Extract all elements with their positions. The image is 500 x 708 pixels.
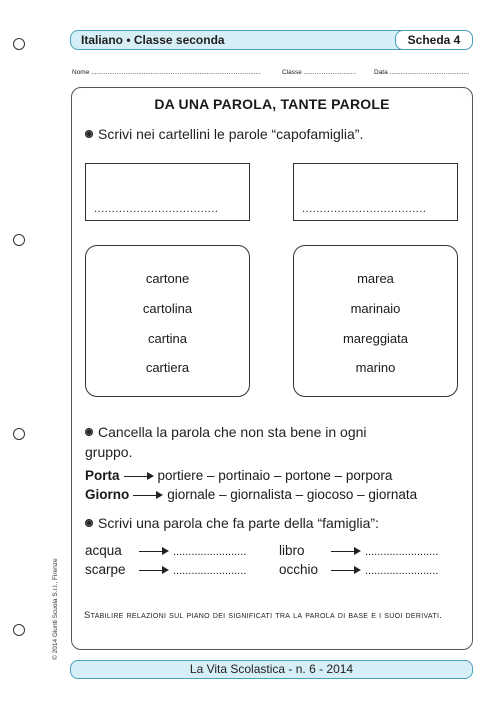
bullet-icon [85, 428, 93, 436]
class-field[interactable]: Classe ............................. [282, 69, 357, 76]
word-group-right [293, 245, 458, 397]
copyright-text: © 2014 Giunti Scuola S.r.l., Firenze [52, 558, 59, 660]
header-bar [70, 30, 473, 50]
footer-bar: La Vita Scolastica - n. 6 - 2014 [70, 660, 473, 679]
worksheet-title: DA UNA PAROLA, TANTE PAROLE [154, 96, 390, 112]
word-item: cartiera [145, 360, 190, 375]
family-word: libro [279, 543, 305, 558]
binder-hole [13, 38, 25, 50]
arrow-right-icon [133, 490, 163, 500]
answer-blank[interactable]: ................................... [302, 203, 427, 215]
family-word: acqua [85, 543, 122, 558]
family-item [279, 543, 438, 558]
arrow-right-icon [331, 565, 361, 575]
word-item: mareggiata [342, 331, 409, 346]
binder-hole [13, 234, 25, 246]
word-item: cartolina [142, 301, 193, 316]
exercise1-instruction [85, 126, 363, 142]
arrow-right-icon [124, 471, 154, 481]
exercise3-instruction [85, 515, 379, 531]
exercise1-instruction-text: Scrivi nei cartellini le parole “capofamiglia”. [98, 126, 364, 142]
label-card-right[interactable] [293, 163, 458, 221]
row-words[interactable]: portiere – portinaio – portone – porpora [157, 468, 393, 483]
row-head: Porta [85, 468, 120, 483]
bullet-icon [85, 519, 93, 527]
word-family-row [85, 487, 417, 502]
answer-blank[interactable]: ................................... [94, 203, 219, 215]
student-info-fields [72, 69, 472, 81]
family-word: scarpe [85, 562, 126, 577]
answer-blank[interactable]: ........................ [365, 546, 439, 558]
family-item [85, 543, 246, 558]
exercise2-instruction [85, 422, 465, 462]
label-card-left[interactable] [85, 163, 250, 221]
sheet-label: Scheda 4 [395, 30, 473, 50]
date-field[interactable]: Data ............................................ [374, 69, 469, 76]
word-item: marinaio [350, 301, 401, 316]
answer-blank[interactable]: ........................ [365, 565, 439, 577]
arrow-right-icon [139, 565, 169, 575]
answer-blank[interactable]: ........................ [173, 546, 247, 558]
exercise2-instruction-line1: Cancella la parola che non sta bene in ogni [98, 424, 367, 440]
family-word: occhio [279, 562, 319, 577]
word-item: marino [355, 360, 396, 375]
word-group-left [85, 245, 250, 397]
word-item: marea [357, 271, 394, 286]
subject-label: Italiano • Classe seconda [81, 33, 225, 47]
binder-hole [13, 428, 25, 440]
answer-blank[interactable]: ........................ [173, 565, 247, 577]
exercise2-instruction-line2: gruppo. [85, 444, 133, 460]
word-family-row [85, 468, 392, 483]
name-field[interactable]: Nome .............................................................................................. [72, 69, 261, 76]
word-item: cartina [147, 331, 188, 346]
teacher-note: Stabilire relazioni sul piano dei significati tra la parola di base e i suoi derivati. [84, 610, 443, 621]
row-words[interactable]: giornale – giornalista – giocoso – giornata [167, 487, 418, 502]
row-head: Giorno [85, 487, 130, 502]
exercise3-instruction-text: Scrivi una parola che fa parte della “famiglia”: [98, 515, 379, 531]
binder-hole [13, 624, 25, 636]
family-item [279, 562, 438, 577]
family-item [85, 562, 246, 577]
arrow-right-icon [139, 546, 169, 556]
bullet-icon [85, 130, 93, 138]
word-item: cartone [145, 271, 190, 286]
arrow-right-icon [331, 546, 361, 556]
